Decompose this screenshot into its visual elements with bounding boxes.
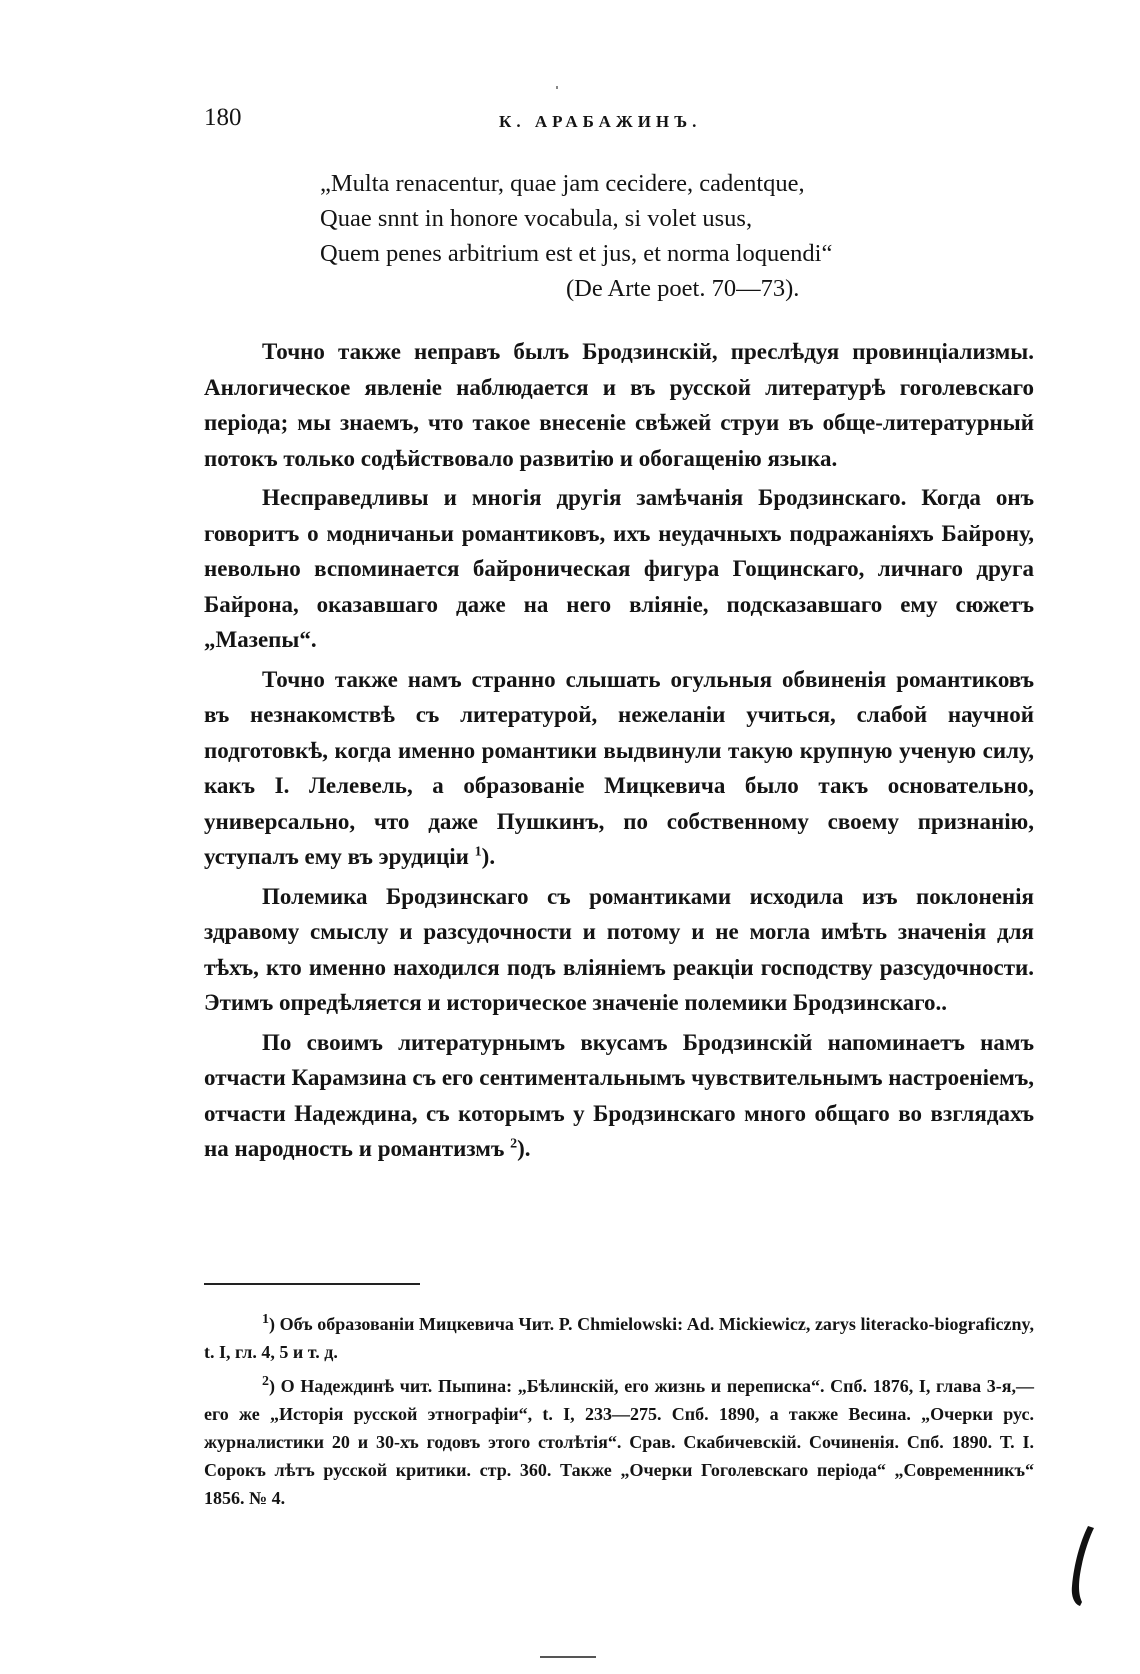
paragraph (204, 662, 1034, 875)
paragraph (204, 334, 1034, 476)
paragraph (204, 1025, 1034, 1167)
epigraph-line: Quae snnt in honore vocabula, si volet usus, (320, 205, 753, 232)
running-head: К. АРАБАЖИНЪ. (499, 112, 702, 131)
footnote-mark: 2 (262, 1374, 269, 1389)
footnote-divider (204, 1283, 420, 1285)
paragraph-text: Точно также неправъ былъ Бродзинскій, преслѣдуя провинціализмы. Анлогическое явленіе наблюдается и въ русской литературѣ гоголевскаго періода; мы знаемъ, что такое внесеніе свѣжей струи въ обще-литературный потокъ только содѣйствовало развитію и обогащенію языка. (204, 339, 1034, 471)
paragraph-text: По своимъ литературнымъ вкусамъ Бродзинскій напоминаетъ намъ отчасти Карамзина съ его сентиментальнымъ чувствительнымъ настроеніемъ, отчасти Надеждина, съ которымъ у Бродзинскаго много общаго во взглядахъ на народность и романтизмъ (204, 1029, 1034, 1161)
epigraph-line: „Multa renacentur, quae jam cecidere, cadentque, (320, 170, 805, 197)
footnote (204, 1310, 1034, 1366)
scan-artifact-mark (1066, 1524, 1096, 1608)
epigraph-line: Quem penes arbitrium est et jus, et norma loquendi“ (320, 240, 833, 267)
paragraph-text: Точно также намъ странно слышать огульныя обвиненія романтиковъ въ незнакомствѣ съ литературой, нежеланіи учиться, слабой научной подготовкѣ, когда именно романтики выдвинули такую крупную ученую силу, какъ І. Лелевель, а образованіе Мицкевича было такъ основательно, универсально, что даже Пушкинъ, по собственному своему признанію, уступалъ ему въ эрудиціи (204, 666, 1034, 869)
footnote-text: ) Объ образованіи Мицкевича Чит. P. Chmielowski: Ad. Mickiewicz, zarys literacko-biograficzny, t. I, гл. 4, 5 и т. д. (204, 1314, 1034, 1362)
paragraph (204, 480, 1034, 658)
paragraph-tail: ). (517, 1136, 531, 1161)
page-header (204, 104, 1040, 144)
latin-epigraph (320, 166, 960, 306)
main-text (204, 334, 1034, 1171)
footnote-text: ) О Надеждинѣ чит. Пыпина: „Бѣлинскій, его жизнь и переписка“. Спб. 1876, I, глава 3-я,—его же „Исторія русской этнографіи“, t. I, 233—275. Спб. 1890, а также Весина. „Очерки рус. журналистики 20 и 30-хъ годовъ этого столѣтія“. Срав. Скабичевскій. Сочиненія. Спб. 1890. Т. I. Сорокъ лѣтъ русской критики. стр. 360. Также „Очерки Гоголевскаго періода“ „Современникъ“ 1856. № 4. (204, 1376, 1034, 1508)
footnote-mark: 1 (262, 1312, 269, 1327)
footnotes (204, 1310, 1034, 1518)
paragraph-tail: ). (481, 844, 496, 869)
footnote-reference[interactable]: 1 (474, 844, 482, 860)
epigraph-source: (De Arte poet. 70—73). (566, 275, 800, 302)
paragraph-text: Несправедливы и многія другія замѣчанія Бродзинскаго. Когда онъ говоритъ о модничаньи романтиковъ, ихъ неудачныхъ подражаніяхъ Байрону, невольно вспоминается байроническая фигура Гощинскаго, личнаго друга Байрона, оказавшаго даже на него вліяніе, подсказавшаго ему сюжетъ „Мазепы“. (204, 485, 1034, 652)
scan-speck (556, 86, 558, 89)
page-number: 180 (204, 104, 242, 131)
paragraph-text: Полемика Бродзинскаго съ романтиками исходила изъ поклоненія здравому смыслу и разсудочности и потому и не могла имѣть значенія для тѣхъ, кто именно находился подъ вліяніемъ реакціи господству разсудочности. Этимъ опредѣляется и историческое значеніе полемики Бродзинскаго.. (204, 883, 1034, 1015)
paragraph (204, 879, 1034, 1021)
footnote-reference[interactable]: 2 (510, 1136, 518, 1152)
scan-edge-mark (540, 1656, 596, 1658)
footnote (204, 1372, 1034, 1512)
